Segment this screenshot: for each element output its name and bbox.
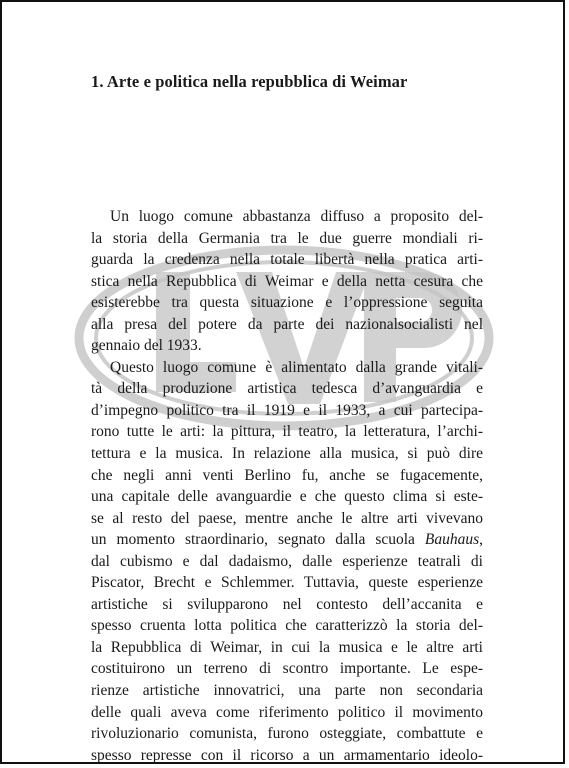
text-line: la Repubblica di Weimar, in cui la musica e le altre arti [91,638,483,656]
text-line: Piscator, Brecht e Schlemmer. Tuttavia, queste esperienze [91,574,483,592]
text-line: Questo luogo comune è alimentato dalla grande vitali- [110,358,483,376]
text-line: la storia della Germania tra le due guerre mondiali ri- [91,229,483,247]
text-line: rivoluzionario comunista, furono osteggiate, combattute e [91,725,483,743]
text-line: delle quali aveva come riferimento politico il movimento [91,703,483,721]
text-line: un momento straordinario, segnato dalla scuola Bauhaus, [91,531,483,549]
text-line: dal cubismo e dal dadaismo, dalle esperienze teatrali di [91,552,483,570]
section-heading: 1. Arte e politica nella repubblica di Weimar [91,72,408,91]
text-line: d’impegno politico tra il 1919 e il 1933, a cui partecipa- [91,401,483,419]
text-line: che negli anni venti Berlino fu, anche se fugacemente, [91,466,483,484]
text-line: Un luogo comune abbastanza diffuso a proposito del- [110,208,483,225]
text-line: esisterebbe tra questa situazione e l’oppressione seguita [91,294,483,312]
text-line: spesso cruenta lotta politica che caratterizzò la storia del- [91,617,483,635]
text-line: alla presa del potere da parte dei nazionalsocialisti nel [91,315,483,333]
text-line: costituirono un terreno di scontro importante. Le espe- [91,660,483,678]
text-line: artistiche si svilupparono nel contesto dell’accanita e [91,595,483,613]
text-line: tà della produzione artistica tedesca d’avanguardia e [91,380,483,398]
text-line: se al resto del paese, mentre anche le altre arti vivevano [91,509,483,527]
text-line: spesso represse con il ricorso a un armamentario ideolo- [91,746,483,764]
text-line: gennaio del 1933. [91,337,202,355]
text-line: una capitale delle avanguardie e che questo clima si este- [91,488,483,506]
text-line: rono tutte le arti: la pittura, il teatro, la letteratura, l’archi- [91,423,483,441]
text-line: stica nella Repubblica di Weimar e della netta cesura che [91,272,483,290]
text-line: guarda la credenza nella totale libertà nella pratica arti- [91,251,483,269]
text-line: tettura e la musica. In relazione alla musica, si può dire [91,445,483,463]
body-text [91,206,483,764]
text-line: rienze artistiche innovatrici, una parte non secondaria [91,682,483,700]
